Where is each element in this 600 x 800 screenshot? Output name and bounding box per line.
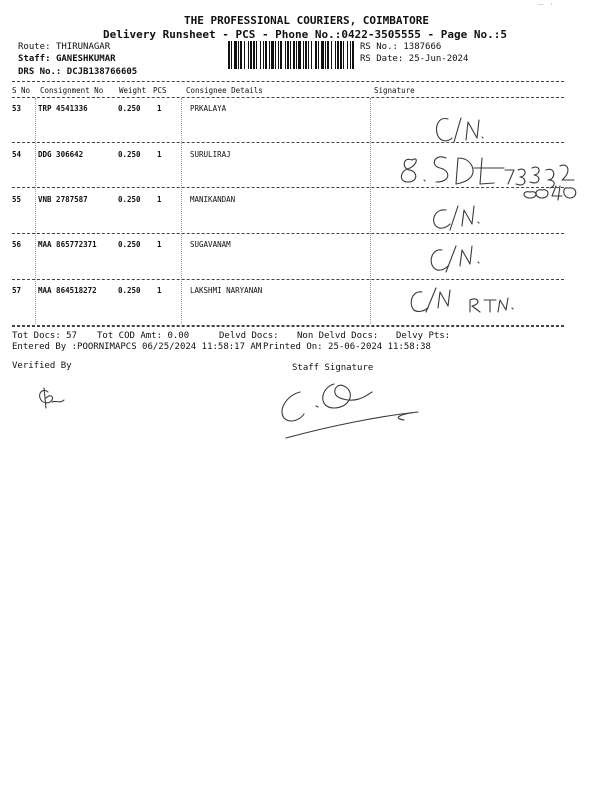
row-56-consignment: MAA 865772371: [38, 240, 97, 249]
corner-mark: — ·: [538, 0, 555, 10]
row-57-weight: 0.250: [118, 286, 141, 295]
row-57-consignee: LAKSHMI NARYANAN: [190, 286, 263, 295]
row-55-pcs: 1: [157, 195, 162, 204]
staff-signature-mark: [282, 384, 418, 438]
row-54-sno: 54: [12, 150, 22, 159]
company-title: THE PROFESSIONAL COURIERS, COIMBATORE: [184, 14, 430, 27]
delvd-docs: Delvd Docs:: [219, 331, 279, 341]
col-weight: Weight: [119, 86, 147, 95]
row-53-pcs: 1: [157, 104, 162, 113]
row-54-consignee: SURULIRAJ: [190, 150, 231, 159]
row-55-weight: 0.250: [118, 195, 141, 204]
row-57-sno: 57: [12, 286, 22, 295]
rs-no-label: RS No.:: [360, 42, 398, 52]
row-57-pcs: 1: [157, 286, 162, 295]
handwriting-row-57: [411, 288, 513, 312]
rs-no-value: 1387666: [403, 42, 442, 52]
row-53-consignment: TRP 4541336: [38, 104, 88, 113]
row-55-sno: 55: [12, 195, 22, 204]
row-57-consignment: MAA 864518272: [38, 286, 97, 295]
verified-by-initials: [40, 388, 64, 408]
verified-by-label: Verified By: [12, 361, 72, 371]
row-54-pcs: 1: [157, 150, 162, 159]
row-54-weight: 0.250: [118, 150, 141, 159]
row-56-sno: 56: [12, 240, 22, 249]
entered-by: Entered By :POORNIMAPCS 06/25/2024 11:58:17 AM: [12, 342, 262, 352]
printed-on: Printed On: 25-06-2024 11:58:38: [263, 342, 431, 352]
rs-date-label: RS Date:: [360, 54, 404, 64]
route-value: THIRUNAGAR: [55, 42, 111, 52]
row-56-weight: 0.250: [118, 240, 141, 249]
drs-label: DRS No.:: [18, 67, 62, 77]
rs-date-value: 25-Jun-2024: [408, 54, 469, 64]
row-55-consignee: MANIKANDAN: [190, 195, 236, 204]
row-56-pcs: 1: [157, 240, 162, 249]
handwriting-row-53: [436, 118, 483, 142]
tot-docs: Tot Docs: 57: [12, 331, 78, 341]
non-delvd-docs: Non Delvd Docs:: [297, 331, 379, 341]
col-pcs: PCS: [153, 86, 167, 95]
route-label: Route:: [18, 42, 51, 52]
staff-value: GANESHKUMAR: [55, 54, 116, 64]
row-53-weight: 0.250: [118, 104, 141, 113]
handwriting-row-56: [431, 246, 479, 272]
tot-cod-amt: Tot COD Amt: 0.00: [97, 331, 190, 341]
staff-signature-label: Staff Signature: [292, 363, 374, 373]
footer-rule: [12, 326, 564, 327]
staff-label: Staff:: [18, 54, 51, 64]
row-54-consignment: DDG 306642: [38, 150, 84, 159]
delvy-pts: Delvy Pts:: [396, 331, 451, 341]
drs-value: DCJB138766605: [66, 67, 138, 77]
col-consignment: Consignment No: [40, 86, 104, 95]
runsheet-title: Delivery Runsheet - PCS - Phone No.:0422-3505555 - Page No.:5: [103, 28, 507, 41]
col-consignee: Consignee Details: [186, 86, 263, 95]
col-signature: Signature: [374, 86, 415, 95]
row-53-consignee: PRKALAYA: [190, 104, 227, 113]
handwriting-row-55: [434, 206, 479, 230]
row-55-consignment: VNB 2787587: [38, 195, 88, 204]
row-53-sno: 53: [12, 104, 22, 113]
handwriting-row-54: [401, 157, 575, 200]
row-56-consignee: SUGAVANAM: [190, 240, 231, 249]
col-sno: S No: [12, 86, 31, 95]
